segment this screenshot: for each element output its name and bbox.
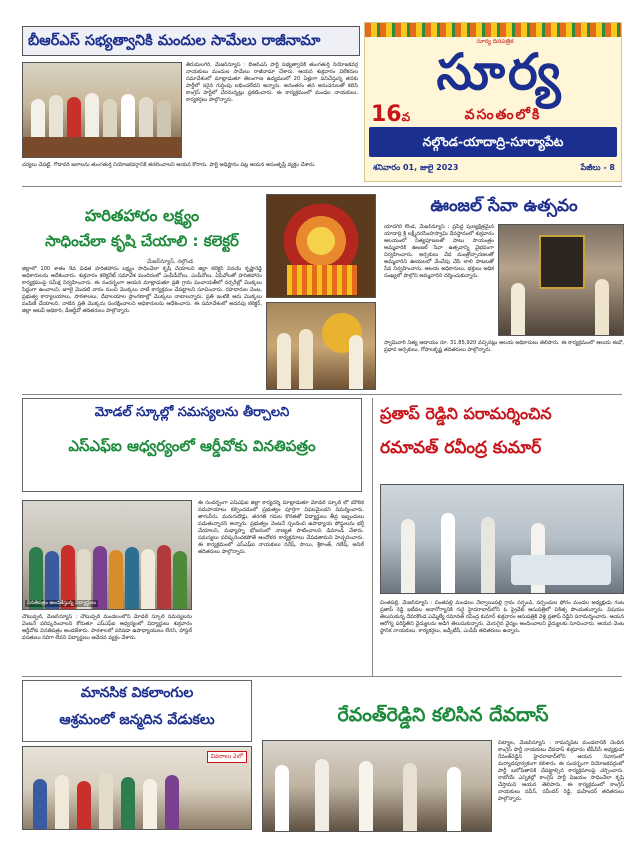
- story1-photo: [22, 62, 182, 158]
- anniversary-num: 16: [371, 102, 402, 127]
- story4-body-right: ఈ సందర్భంగా ఎస్ఎఫ్ఐ జిల్లా కార్యదర్శి మాట్లాడుతూ మోడల్ స్కూల్ లో మౌలిక సదుపాయాలు కల్పించడంలో ప్రభుత్వం పూర్తిగా విఫలమైందని విమర్శించారు. తాగునీరు, మరుగుదొడ్లు, తరగతి గదుల కొరతతో విద్యార్థులు తీవ్ర ఇబ్బందులు పడుతున్నారని అన్నారు. ప్రభుత్వం వెంటనే స్పందించి ఉపాధ్యాయ పోస్టులను భర్తీ చేయాలని, మధ్యాహ్న భోజనంలో నాణ్యత పాటించాలని డిమాండ్ చేశారు. సమస్యలు పరిష్కరించకపోతే ఆందోళన కార్యక్రమాలు చేపడతామని హెచ్చరించారు. ఈ కార్యక్రమంలో ఎస్ఎఫ్ఐ నాయకులు నరేష్, సాయి, శ్రీకాంత్, గణేష్, అనిల్ తదితరులు పాల్గొన్నారు.: [198, 500, 364, 555]
- story2-headline-line1: హరితహారం లక్ష్యం: [84, 206, 200, 225]
- story2-byline: మేజర్‌న్యూస్, నల్గొండ: [146, 259, 194, 265]
- story4-headline-line1: మోడల్ స్కూల్లో సమస్యలను తీర్చాలని: [94, 405, 290, 420]
- story6-headline-box: [22, 680, 252, 742]
- story4-headline-box: [22, 398, 362, 492]
- date-line: శనివారం 01, జులై 2023: [373, 163, 459, 172]
- story2-headline-line2: సాధించేలా కృషి చేయాలి : కలెక్టర్: [45, 232, 239, 250]
- story1-footer: చర్యలు చేపట్టి, గోదావరి జలాలను తుంగతుర్తి నియోజకవర్గానికి తరలించాలని ఆయన కోరారు. పార్టీ అధిష్టానం పట్ల ఆయన అసంతృప్తి వ్యక్తం చేశారు.: [22, 162, 316, 168]
- anniversary-text: వసంతంలోకి: [464, 107, 542, 123]
- story7-body: చిట్యాల, మేజర్‌న్యూస్ : రామన్నపేట మండలానికి చెందిన కాంగ్రెస్ పార్టీ నాయకులు దేవదాస్ శుక్రవారం టీపీసీసీ అధ్యక్షుడు రేవంత్‌రెడ్డిని హైదరాబాద్‌లోని ఆయన నివాసంలో మర్యాదపూర్వకంగా కలిశారు. ఈ సందర్భంగా నియోజకవర్గంలో పార్టీ బలోపేతానికి చేపట్టాల్సిన కార్యక్రమాలపై చర్చించారు. రాబోయే ఎన్నికల్లో కాంగ్రెస్ పార్టీ విజయం సాధించేలా కృషి చేస్తామని ఆయన తెలిపారు. ఈ కార్యక్రమంలో కాంగ్రెస్ నాయకులు నవీన్, రవీందర్ రెడ్డి, మహేందర్ తదితరులు పాల్గొన్నారు.: [498, 740, 624, 802]
- story1-body: తిరుమలగిరి, మేజర్‌న్యూస్ : బీఆర్ఎస్ పార్టీ సభ్యత్వానికి తుంగతుర్తి నియోజకవర్గ నాయకులు మందుల సామేలు రాజీనామా చేశారు. ఆయన శుక్రవారం విలేకరుల సమావేశంలో మాట్లాడుతూ తెలంగాణ ఉద్యమంలో 20 ఏళ్లుగా పనిచేస్తున్న తనకు పార్టీలో సరైన గుర్తింపు లభించలేదని అన్నారు. అనంతరం తన అనుచరులతో కలిసి కాంగ్రెస్ పార్టీలో చేరనున్నట్లు ప్రకటించారు. ఈ కార్యక్రమంలో మండల నాయకులు, కార్యకర్తలు పాల్గొన్నారు.: [186, 62, 358, 103]
- edition-title: నల్గొండ-యాదాద్రి-సూర్యాపేట: [422, 134, 564, 149]
- story3-footer: స్వామివారి నిత్య ఆదాయం రూ. 31,85,920 వచ్చినట్లు ఆలయ అధికారులు తెలిపారు. ఈ కార్యక్రమంలో ఆలయ ఈవో, ప్రధాన అర్చకులు, గోపాలకృష్ణ తదితరులు పాల్గొన్నారు.: [384, 340, 624, 353]
- story3-photo-deity: [266, 194, 376, 298]
- story1-headline-box: [22, 26, 360, 56]
- story4-body-left: చౌటుప్పల్, మేజర్‌న్యూస్ : చౌటుప్పల్ మండలంలోని మోడల్ స్కూల్ సమస్యలను వెంటనే పరిష్కరించాలని కోరుతూ ఎస్ఎఫ్ఐ ఆధ్వర్యంలో విద్యార్థులు శుక్రవారం ఆర్డీవోకు వినతిపత్రం అందజేశారు. పాఠశాలలో సరిపడా ఉపాధ్యాయులు లేరని, హాస్టల్ వసతులు సరిగా లేవని విద్యార్థులు ఆవేదన వ్యక్తం చేశారు.: [22, 614, 192, 641]
- page-label: పేజీలు - 8: [580, 163, 615, 172]
- story7-photo: [262, 740, 492, 832]
- story1-headline: బీఆర్ఎస్ సభ్యత్వానికి మందుల సామేలు రాజీనామా: [28, 33, 321, 49]
- masthead: [364, 22, 622, 182]
- story3-photo-priests: [266, 302, 376, 390]
- anniversary-number: [371, 103, 410, 129]
- story2-body: జిల్లాలో 100 శాతం 9వ విడత హరితహారం లక్ష్యం సాధించేలా కృషి చేయాలని జిల్లా కలెక్టర్ వినయ్ కృష్ణారెడ్డి అధికారులను ఆదేశించారు. శుక్రవారం కలెక్టరేట్ సమావేశ మందిరంలో ఎంపీడీవోలు, ఎంపీవోలు, ఏపీవోలతో హరితహారం కార్యక్రమంపై సమీక్ష నిర్వహించారు. ఈ సందర్భంగా ఆయన మాట్లాడుతూ ప్రతి గ్రామ పంచాయతీలో నర్సరీల్లో మొక్కలు సిద్ధంగా ఉంచాలని, జూలై మొదటి వారం నుంచి మొక్కలు నాటే కార్యక్రమం చేపట్టాలని సూచించారు. రహదారుల వెంట, ప్రభుత్వ కార్యాలయాలు, పాఠశాలలు, దేవాలయాల ప్రాంగణాల్లో మొక్కలు నాటాలన్నారు. ప్రతి ఇంటికి ఆరు మొక్కలు పంపిణీ చేయాలని, నాటిన ప్రతి మొక్కను సంరక్షించాలని అధికారులను ఆదేశించారు. ఈ సమావేశంలో అదనపు కలెక్టర్, జిల్లా అటవీ అధికారి, డీఆర్డీవో తదితరులు పాల్గొన్నారు.: [22, 266, 262, 314]
- story6-headline-line1: మానసిక వికలాంగుల: [80, 685, 194, 701]
- story6-badge: వివరాలు 2లో: [207, 751, 247, 763]
- story7-headline: రేవంత్‌రెడ్డిని కలిసిన దేవదాస్: [337, 704, 549, 726]
- story5-headline-line1: ప్రతాప్ రెడ్డిని పరామర్శించిన: [380, 404, 552, 423]
- story5-headline-line2: రమావత్ రవీంద్ర కుమార్: [380, 438, 542, 458]
- story3-headline: ఊంజల్ సేవా ఉత్సవం: [430, 196, 578, 216]
- story4-photo-caption: వినతిపత్రం అందజేస్తున్న విద్యార్థులు: [27, 600, 97, 606]
- masthead-small-title: సూర్య దినపత్రిక: [476, 38, 514, 45]
- story4-photo: [22, 500, 192, 610]
- garland-decoration: [365, 23, 621, 37]
- story5-photo: [380, 484, 624, 594]
- story5-body: చింతపల్లి, మేజర్‌న్యూస్ : చింతపల్లి మండలం నేల్వాయిపల్లి గ్రామ సర్పంచ్, సర్పంచుల ఫోరం మండల అధ్యక్షుడు గంట ప్రతాప్ రెడ్డి ఇటీవల అనారోగ్యానికి గురై హైదరాబాద్‌లోని ఓ ప్రైవేట్ ఆసుపత్రిలో చికిత్స పొందుతున్నారు. విషయం తెలుసుకున్న దేవరకొండ ఎమ్మెల్యే రమావత్ రవీంద్ర కుమార్ శుక్రవారం ఆసుపత్రికి వెళ్లి ప్రతాప్ రెడ్డిని పరామర్శించారు. ఆయన ఆరోగ్య పరిస్థితిని వైద్యులను అడిగి తెలుసుకున్నారు. మెరుగైన వైద్యం అందించాలని వైద్యులకు సూచించారు. ఆయన వెంట స్థానిక నాయకులు, కార్యకర్తలు, జడ్పీటీసీ, ఎంపీపీ తదితరులు ఉన్నారు.: [380, 600, 624, 634]
- story3-body: యాదగిరి కొండ, మేజర్‌న్యూస్ : ప్రసిద్ధ పుణ్యక్షేత్రమైన యాదాద్రి శ్రీ లక్ష్మీనరసింహస్వామి దేవస్థానంలో శుక్రవారం ఆలయంలో నిత్యపూజలతో పాటు సాయంత్రం అమ్మవారికి ఊంజల్ సేవా ఉత్సవాన్ని వైభవంగా నిర్వహించారు. అర్చకులు వేద మంత్రోచ్చారణలతో అమ్మవారిని ఊయలలో వేంచేపు చేసి లాలి పాటలతో సేవ నిర్వహించారు. ఆలయ అధికారులు, భక్తులు అధిక సంఖ్యలో పాల్గొని అమ్మవారిని దర్శించుకున్నారు.: [384, 224, 494, 279]
- anniversary-suffix: వ: [401, 110, 411, 124]
- edition-banner: [369, 127, 617, 157]
- story4-headline-line2: ఎస్ఎఫ్ఐ ఆధ్వర్యంలో ఆర్డీవోకు వినతిపత్రం: [68, 437, 316, 455]
- story6-headline-line2: ఆశ్రమంలో జన్మదిన వేడుకలు: [59, 712, 215, 728]
- story3-photo-shrine: [498, 224, 624, 336]
- story6-photo: [22, 746, 252, 830]
- masthead-brand: సూర్య: [436, 43, 564, 101]
